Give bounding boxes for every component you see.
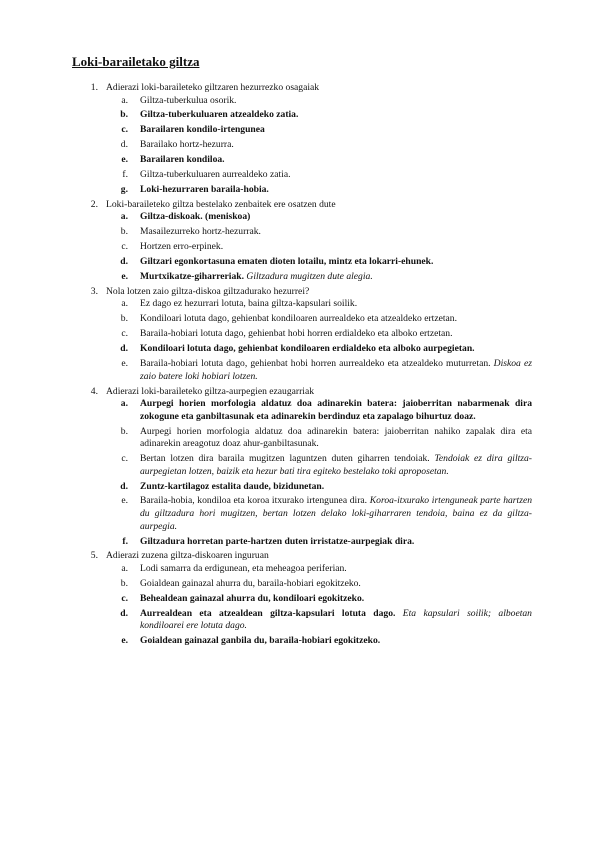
answer-option bbox=[72, 298, 532, 311]
option-text: Barailaren kondilo-irtengunea bbox=[140, 124, 265, 136]
option-letter: c. bbox=[121, 124, 128, 136]
answer-option bbox=[72, 169, 532, 182]
option-letter: a. bbox=[121, 298, 128, 310]
option-letter: f. bbox=[122, 535, 128, 547]
option-letter: d. bbox=[120, 480, 128, 492]
option-text: Goialdean gainazal ahurra du, baraila-hobiari egokitzeko. bbox=[140, 577, 361, 589]
option-letter: b. bbox=[120, 226, 128, 238]
option-body bbox=[140, 578, 532, 591]
option-text: Behealdean gainazal ahurra du, kondiloari egokitzeko. bbox=[140, 592, 365, 604]
option-body bbox=[140, 398, 532, 423]
option-text: Barailako hortz-hezurra. bbox=[140, 139, 234, 151]
option-list bbox=[72, 95, 532, 197]
answer-option bbox=[72, 593, 532, 606]
answer-option bbox=[72, 184, 532, 197]
option-body bbox=[140, 298, 532, 311]
answer-option bbox=[72, 578, 532, 591]
answer-option bbox=[72, 536, 532, 549]
answer-option bbox=[72, 124, 532, 137]
answer-option bbox=[72, 453, 532, 478]
option-body bbox=[140, 481, 532, 494]
option-text: Loki-hezurraren baraila-hobia. bbox=[140, 183, 269, 195]
option-note: Koroa-itxurako irtenguneak parte hartzen du giltzadura hori mugitzen, bertan lotzen delako loki-giharraren tendoia, baina ez da giltza-aurpegia. bbox=[140, 495, 532, 532]
option-text: Giltza-tuberkuluaren aurrealdeko zatia. bbox=[140, 169, 291, 181]
option-body bbox=[140, 271, 532, 284]
answer-option bbox=[72, 426, 532, 451]
question-number: 4. bbox=[90, 385, 98, 397]
option-body bbox=[140, 426, 532, 451]
answer-option bbox=[72, 358, 532, 383]
option-body bbox=[140, 154, 532, 167]
question-number: 3. bbox=[90, 285, 98, 297]
answer-option bbox=[72, 109, 532, 122]
option-letter: b. bbox=[120, 313, 128, 325]
option-text: Aurrealdean eta atzealdean giltza-kapsulari lotuta dago. bbox=[140, 607, 396, 619]
question-text: Adierazi loki-baraileteko giltza-aurpegien ezaugarriak bbox=[106, 385, 315, 397]
option-text: Ez dago ez hezurrari lotuta, baina giltza-kapsulari soilik. bbox=[140, 298, 358, 310]
answer-option bbox=[72, 313, 532, 326]
option-letter: e. bbox=[121, 154, 128, 166]
option-body bbox=[140, 109, 532, 122]
option-list bbox=[72, 563, 532, 648]
option-letter: e. bbox=[121, 358, 128, 370]
option-text: Zuntz-kartilagoz estalita daude, bizidunetan. bbox=[140, 480, 325, 492]
question-number: 1. bbox=[90, 82, 98, 93]
option-list bbox=[72, 211, 532, 283]
option-letter: c. bbox=[121, 453, 128, 465]
option-text: Kondiloari lotuta dago, gehienbat kondiloaren erdialdeko eta alboko aurpegietan. bbox=[140, 343, 475, 355]
option-text: Giltza-tuberkulua osorik. bbox=[140, 94, 237, 106]
option-letter: d. bbox=[120, 607, 128, 619]
question-5 bbox=[72, 550, 532, 647]
answer-option bbox=[72, 343, 532, 356]
answer-option bbox=[72, 139, 532, 152]
question-text: Loki-baraileteko giltza bestelako zenbaitek ere osatzen dute bbox=[106, 198, 336, 210]
option-letter: d. bbox=[120, 139, 128, 151]
option-body bbox=[140, 184, 532, 197]
answer-option bbox=[72, 328, 532, 341]
answer-option bbox=[72, 211, 532, 224]
question-line bbox=[72, 82, 532, 95]
option-text: Aurpegi horien morfologia aldatuz doa adinarekin batera: jaioberritan nahiko zapalak dira eta adinarekin areagotuz doaz ahur-ganbiltasunak. bbox=[140, 425, 532, 450]
option-letter: b. bbox=[120, 109, 128, 121]
option-list bbox=[72, 298, 532, 383]
option-text: Bertan lotzen dira baraila mugitzen laguntzen duten giharren tendoiak. bbox=[140, 453, 430, 465]
option-body bbox=[140, 593, 532, 606]
option-body bbox=[140, 139, 532, 152]
question-line bbox=[72, 550, 532, 563]
option-body bbox=[140, 343, 532, 356]
question-4 bbox=[72, 386, 532, 549]
option-letter: c. bbox=[121, 592, 128, 604]
answer-option bbox=[72, 256, 532, 269]
option-letter: e. bbox=[121, 270, 128, 282]
option-letter: c. bbox=[121, 328, 128, 340]
option-text: Baraila-hobia, kondiloa eta koroa itxurako irtengunea dira. bbox=[140, 495, 368, 507]
question-line bbox=[72, 386, 532, 399]
option-text: Baraila-hobiari lotuta dago, gehienbat hobi horren erdialdeko eta alboko ertzetan. bbox=[140, 328, 453, 340]
option-body bbox=[140, 95, 532, 108]
option-body bbox=[140, 256, 532, 269]
option-body bbox=[140, 635, 532, 648]
question-number: 2. bbox=[90, 198, 98, 210]
option-letter: a. bbox=[120, 211, 128, 223]
option-letter: f. bbox=[122, 169, 128, 181]
option-body bbox=[140, 563, 532, 576]
option-text: Baraila-hobiari lotuta dago, gehienbat hobi horren aurrealdeko eta atzealdeko muturretan. bbox=[140, 358, 491, 370]
answer-option bbox=[72, 481, 532, 494]
option-text: Aurpegi horien morfologia aldatuz doa adinarekin batera: jaioberritan nabarmenak dira zokogune eta ganbiltasunak eta adinarekin berdinduz eta zapalago bihurtuz doaz. bbox=[140, 398, 532, 422]
option-letter: c. bbox=[121, 241, 128, 253]
option-note: Diskoa ez zaio batere loki hobiari lotzen. bbox=[140, 358, 532, 382]
option-note: Eta kapsulari soilik; alboetan kondiloarei ere lotuta dago. bbox=[140, 607, 532, 632]
answer-option bbox=[72, 271, 532, 284]
question-line bbox=[72, 286, 532, 299]
answer-option bbox=[72, 226, 532, 239]
option-text: Masailezurreko hortz-hezurrak. bbox=[140, 226, 261, 238]
option-body bbox=[140, 313, 532, 326]
option-letter: g. bbox=[120, 183, 128, 195]
question-number: 5. bbox=[90, 550, 98, 562]
question-3 bbox=[72, 286, 532, 383]
question-2 bbox=[72, 199, 532, 284]
question-line bbox=[72, 199, 532, 212]
option-letter: b. bbox=[120, 577, 128, 589]
option-text: Giltza-tuberkuluaren atzealdeko zatia. bbox=[140, 109, 299, 121]
option-letter: a. bbox=[121, 563, 128, 575]
option-body bbox=[140, 226, 532, 239]
answer-option bbox=[72, 154, 532, 167]
answer-option bbox=[72, 635, 532, 648]
option-body bbox=[140, 608, 532, 633]
question-text: Adierazi zuzena giltza-diskoaren inguruan bbox=[106, 550, 269, 562]
option-body bbox=[140, 358, 532, 383]
option-body bbox=[140, 241, 532, 254]
answer-option bbox=[72, 95, 532, 108]
question-list bbox=[72, 82, 532, 650]
option-body bbox=[140, 169, 532, 182]
option-text: Kondiloari lotuta dago, gehienbat kondiloaren aurrealdeko eta atzealdeko ertzetan. bbox=[140, 313, 457, 325]
answer-option bbox=[72, 563, 532, 576]
option-letter: e. bbox=[121, 635, 128, 647]
option-body bbox=[140, 453, 532, 478]
option-letter: a. bbox=[120, 398, 128, 410]
question-text: Nola lotzen zaio giltza-diskoa giltzadurako hezurrei? bbox=[106, 285, 310, 297]
option-note: Giltzadura mugitzen dute alegia. bbox=[246, 270, 373, 282]
option-letter: e. bbox=[121, 495, 128, 507]
option-body bbox=[140, 536, 532, 549]
option-note: Tendoiak ez dira giltza-aurpegietan lotzen, baizik eta hezur bati tira egiteko bestelako toki aproposetan. bbox=[140, 453, 532, 477]
option-text: Hortzen erro-erpinek. bbox=[140, 241, 224, 253]
option-body bbox=[140, 211, 532, 224]
answer-option bbox=[72, 608, 532, 633]
option-letter: d. bbox=[120, 343, 128, 355]
option-body bbox=[140, 124, 532, 137]
question-1 bbox=[72, 82, 532, 197]
option-letter: d. bbox=[120, 256, 128, 268]
option-list bbox=[72, 398, 532, 548]
answer-option bbox=[72, 398, 532, 423]
option-text: Giltza-diskoak. (meniskoa) bbox=[140, 211, 251, 223]
option-text: Lodi samarra da erdigunean, eta meheagoa periferian. bbox=[140, 563, 347, 575]
option-text: Goialdean gainazal ganbila du, baraila-hobiari egokitzeko. bbox=[140, 635, 381, 647]
option-text: Giltzari egonkortasuna ematen dioten lotailu, mintz eta lokarri-ehunek. bbox=[140, 256, 434, 268]
question-text: Adierazi loki-baraileteko giltzaren hezurrezko osagaiak bbox=[106, 82, 320, 93]
option-text: Murtxikatze-giharreriak. bbox=[140, 270, 244, 282]
option-letter: b. bbox=[120, 425, 128, 437]
answer-option bbox=[72, 495, 532, 533]
option-body bbox=[140, 495, 532, 533]
answer-option bbox=[72, 241, 532, 254]
option-text: Giltzadura horretan parte-hartzen duten irristatze-aurpegiak dira. bbox=[140, 535, 415, 547]
page-title: Loki-barailetako giltza bbox=[72, 54, 200, 69]
option-body bbox=[140, 328, 532, 341]
option-letter: a. bbox=[121, 94, 128, 106]
option-text: Barailaren kondiloa. bbox=[140, 154, 225, 166]
